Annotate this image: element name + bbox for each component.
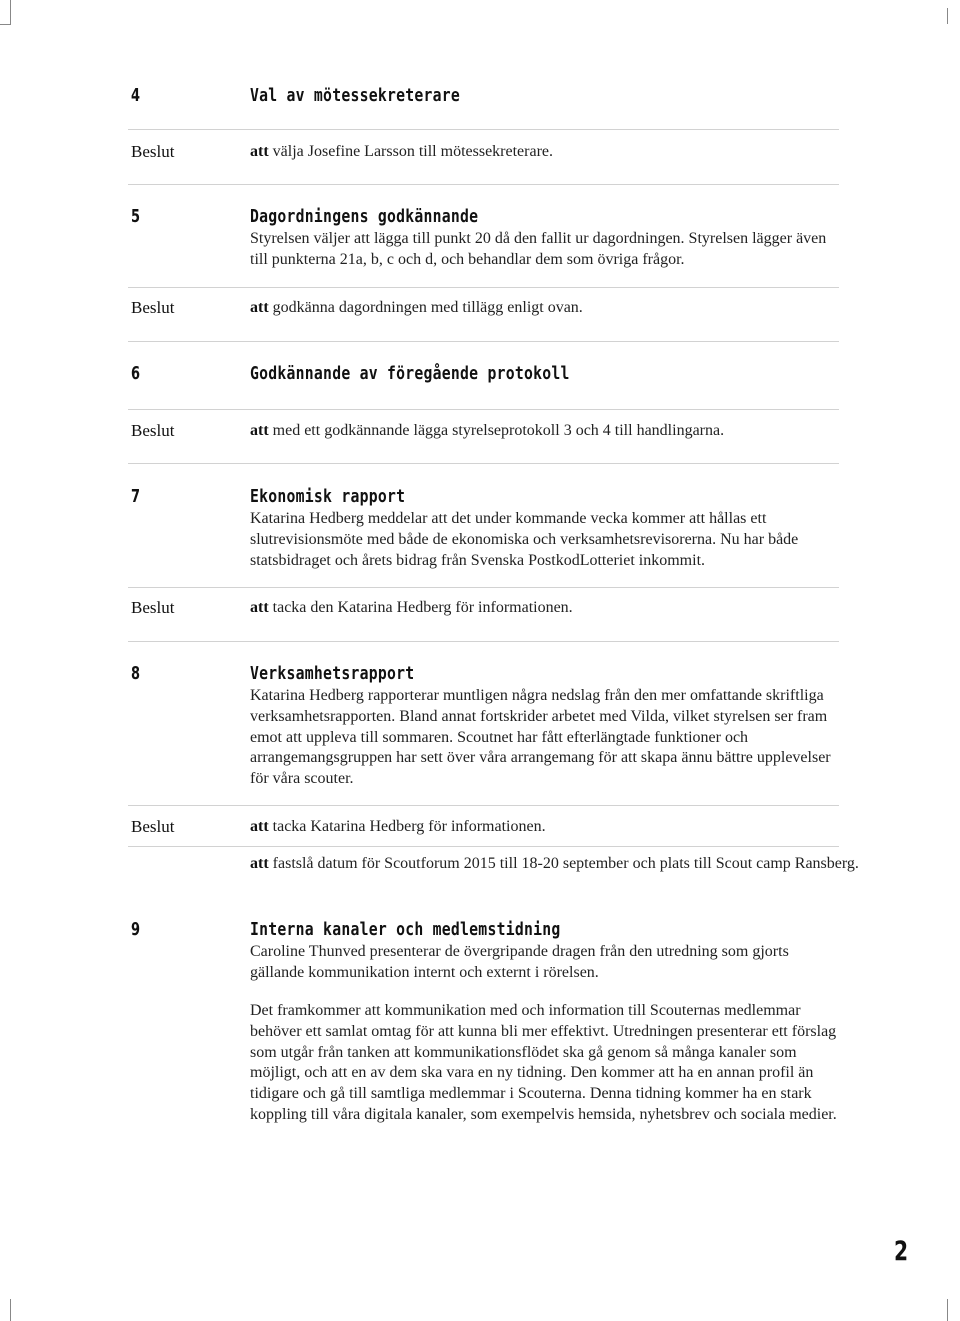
crop-mark-top-right xyxy=(947,8,948,24)
item-number: 9 xyxy=(131,919,141,940)
decision-text xyxy=(250,421,840,442)
att-keyword: att xyxy=(250,855,269,872)
decision-label: Beslut xyxy=(131,421,175,440)
divider xyxy=(128,184,839,185)
item-title: Val av mötessekreterare xyxy=(250,85,461,106)
divider xyxy=(128,287,839,288)
decision-text xyxy=(250,817,840,838)
item-body: Caroline Thunved presenterar de övergripande dragen från den utredning som gjorts gällande kommunikation internt och externt i rörelsen. xyxy=(250,943,789,981)
decision-body: godkänna dagordningen med tillägg enligt ovan. xyxy=(272,299,583,316)
decision-text-2 xyxy=(250,854,869,875)
item-title: Godkännande av föregående protokoll xyxy=(250,363,570,384)
item-body: Styrelsen väljer att lägga till punkt 20 då den fallit ur dagordningen. Styrelsen lägger även till punkterna 21a, b, c och d, och behandlar dem som övriga frågor. xyxy=(250,230,827,268)
item-title: Interna kanaler och medlemstidning xyxy=(250,919,561,940)
att-keyword: att xyxy=(250,422,269,439)
att-keyword: att xyxy=(250,818,269,835)
item-body-2: Det framkommer att kommunikation med och information till Scouternas medlemmar behöver ett samlat omtag för att kunna bli mer effektivt. Utredningen presenterar ett förslag som utgår från tanken att kommunikationsflödet ska gå genom så många kanaler som möjligt, och att en av dem ska vara en ny tidning. Den kommer att ha en annan profil än tidigare och gå till samtliga medlemmar i Scouterna. Denna tidning kommer ha en stark koppling till våra digitala kanaler, som exempelvis hemsida, nyhetsbrev och sociala medier. xyxy=(250,1002,837,1123)
crop-mark-bottom-right xyxy=(947,1299,948,1321)
decision-body: fastslå datum för Scoutforum 2015 till 18-20 september och plats till Scout camp Ransberg. xyxy=(272,855,859,872)
item-title: Ekonomisk rapport xyxy=(250,486,406,507)
decision-label: Beslut xyxy=(131,598,175,617)
divider xyxy=(128,409,839,410)
att-keyword: att xyxy=(250,143,269,160)
divider xyxy=(128,463,839,464)
item-number: 4 xyxy=(131,85,141,106)
item-body: Katarina Hedberg rapporterar muntligen några nedslag från den mer omfattande skriftliga verksamhetsrapporten. Bland annat fortskrider arbetet med Vilda, vilket styrelsen ser fram emot att uppleva till sommaren. Scoutnet har fått efterlängtade funktioner och arrangemangsgruppen har sett över våra arrangemang för att skapa ännu bättre upplevelser för våra scouter. xyxy=(250,687,831,788)
divider xyxy=(128,587,839,588)
item-title: Verksamhetsrapport xyxy=(250,663,415,684)
decision-text xyxy=(250,598,840,619)
decision-body: tacka Katarina Hedberg för informationen. xyxy=(272,818,546,835)
crop-mark-bottom-left xyxy=(0,1299,11,1321)
crop-mark-top-left xyxy=(0,0,11,25)
att-keyword: att xyxy=(250,299,269,316)
item-number: 5 xyxy=(131,206,141,227)
divider xyxy=(128,341,839,342)
divider xyxy=(128,641,839,642)
decision-body: tacka den Katarina Hedberg för informationen. xyxy=(272,599,573,616)
decision-label: Beslut xyxy=(131,142,175,161)
decision-body: välja Josefine Larsson till mötessekreterare. xyxy=(272,143,553,160)
decision-text xyxy=(250,298,840,319)
item-number: 8 xyxy=(131,663,141,684)
decision-label: Beslut xyxy=(131,298,175,317)
decision-label: Beslut xyxy=(131,817,175,836)
divider xyxy=(128,846,839,847)
item-number: 7 xyxy=(131,486,141,507)
att-keyword: att xyxy=(250,599,269,616)
page-number: 2 xyxy=(894,1236,909,1267)
item-body: Katarina Hedberg meddelar att det under kommande vecka kommer att hållas ett slutrevisionsmöte med både de ekonomiska och verksamhetsrevisorerna. Nu har både statsbidraget och årets bidrag från Svenska PostkodLotteriet inkommit. xyxy=(250,510,799,569)
decision-body: med ett godkännande lägga styrelseprotokoll 3 och 4 till handlingarna. xyxy=(272,422,725,439)
divider xyxy=(128,805,839,806)
decision-text xyxy=(250,142,840,163)
item-number: 6 xyxy=(131,363,141,384)
divider xyxy=(128,129,839,130)
item-title: Dagordningens godkännande xyxy=(250,206,479,227)
